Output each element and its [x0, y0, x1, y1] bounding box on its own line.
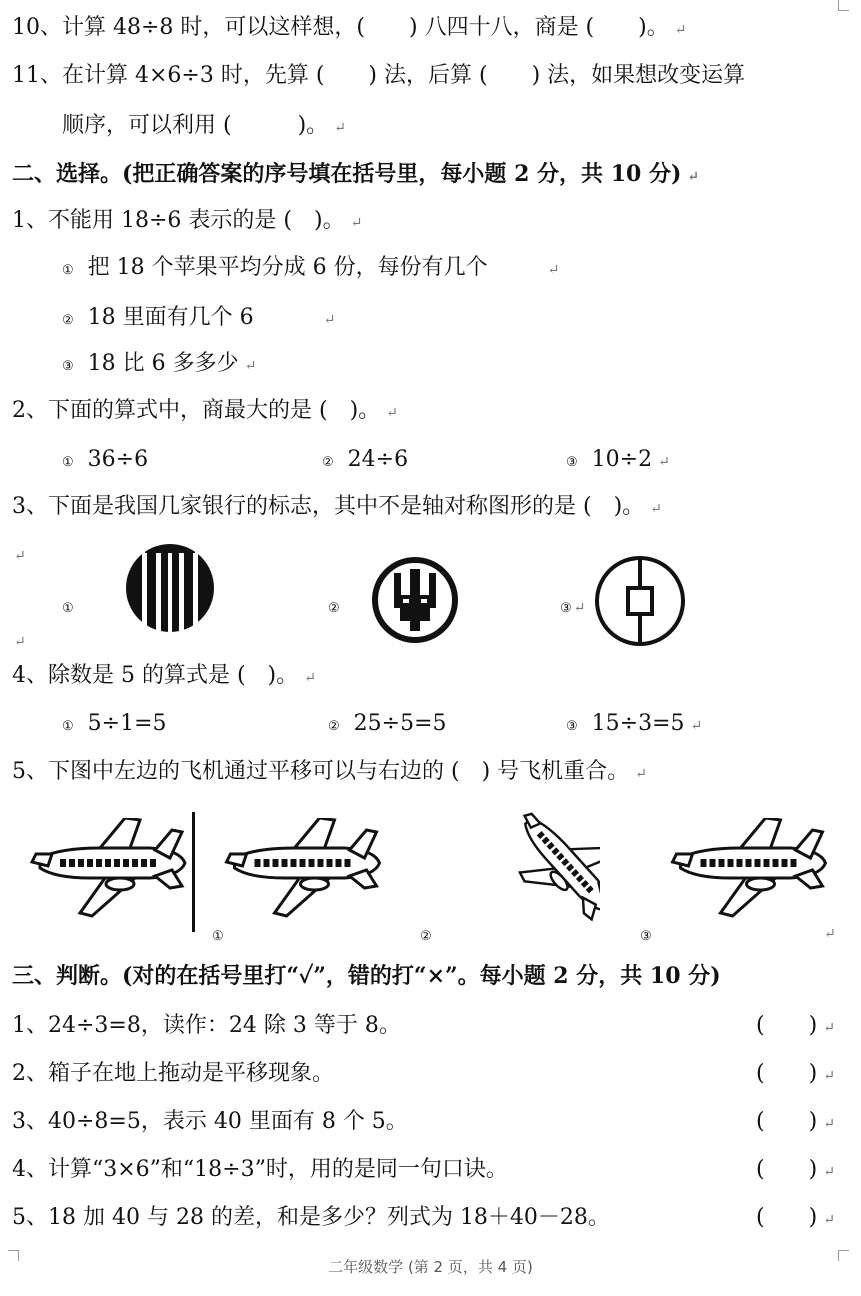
section-3-title: 三、判断。(对的在括号里打“✓”，错的打“×”。每小题 2 分，共 10 分) — [12, 963, 721, 989]
section-2-title: 二、选择。(把正确答案的序号填在括号里，每小题 2 分，共 10 分) ↵ — [12, 161, 700, 187]
q4-option-1: ① 5÷1=5 — [62, 711, 167, 736]
logo-label-1: ① — [62, 601, 74, 616]
corner-mark — [838, 0, 849, 11]
divider-line — [192, 812, 195, 932]
question-10: 10、计算 48÷8 时，可以这样想，( ) 八四十八，商是 ( )。 ↵ — [12, 15, 687, 40]
q4-option-3: ③ 15÷3=5 ↵ — [566, 711, 703, 736]
answer-bracket[interactable]: ( ) ↵ — [756, 1109, 835, 1134]
q2-option-3: ③ 10÷2 ↵ — [566, 447, 670, 472]
answer-bracket[interactable]: ( ) ↵ — [756, 1013, 835, 1038]
airplane-option-3-icon — [668, 818, 833, 928]
q1-option-1: ① 把 18 个苹果平均分成 6 份，每份有几个 ↵ — [62, 255, 560, 280]
question-11: 11、在计算 4×6÷3 时，先算 ( ) 法，后算 ( ) 法，如果想改变运算 — [12, 63, 746, 88]
bank-logo-abc-icon — [370, 555, 460, 645]
q1-option-3: ③ 18 比 6 多多少 ↵ — [62, 351, 257, 376]
judgment-5: 5、18 加 40 与 28 的差，和是多少？列式为 18＋40－28。 — [12, 1205, 610, 1230]
paragraph-mark: ↵ — [14, 548, 26, 564]
choice-question-2: 2、下面的算式中，商最大的是 ( )。 ↵ — [12, 398, 398, 423]
judgment-2: 2、箱子在地上拖动是平移现象。 — [12, 1061, 334, 1086]
q4-option-2: ② 25÷5=5 — [328, 711, 447, 736]
q2-option-2: ② 24÷6 — [322, 447, 409, 472]
choice-question-4: 4、除数是 5 的算式是 ( )。 ↵ — [12, 663, 316, 688]
choice-question-5: 5、下图中左边的飞机通过平移可以与右边的 ( ) 号飞机重合。 ↵ — [12, 759, 647, 784]
airplane-option-2-icon — [470, 812, 600, 942]
answer-bracket[interactable]: ( ) ↵ — [756, 1157, 835, 1182]
plane-label-2: ② — [420, 929, 432, 944]
paragraph-mark: ↵ — [14, 634, 26, 650]
judgment-4: 4、计算“3×6”和“18÷3”时，用的是同一句口诀。 — [12, 1157, 508, 1182]
airplane-option-1-icon — [222, 818, 387, 928]
logo-label-3: ③ ↵ — [560, 600, 586, 616]
choice-question-3: 3、下面是我国几家银行的标志，其中不是轴对称图形的是 ( )。 ↵ — [12, 494, 662, 519]
plane-label-1: ① — [212, 929, 224, 944]
bank-logo-citic-icon — [125, 543, 215, 633]
bank-logo-boc-icon — [592, 555, 688, 647]
answer-bracket[interactable]: ( ) ↵ — [756, 1205, 835, 1230]
plane-label-3: ③ — [640, 929, 652, 944]
q2-option-1: ① 36÷6 — [62, 447, 149, 472]
answer-bracket[interactable]: ( ) ↵ — [756, 1061, 835, 1086]
paragraph-mark: ↵ — [824, 926, 836, 942]
judgment-1: 1、24÷3=8，读作：24 除 3 等于 8。 — [12, 1013, 401, 1038]
question-11-continued: 顺序，可以利用 ( )。 ↵ — [62, 113, 346, 138]
logo-label-2: ② — [328, 601, 340, 616]
choice-question-1: 1、不能用 18÷6 表示的是 ( )。 ↵ — [12, 208, 363, 233]
judgment-3: 3、40÷8=5，表示 40 里面有 8 个 5。 — [12, 1109, 408, 1134]
q1-option-2: ② 18 里面有几个 6 ↵ — [62, 305, 336, 330]
page-footer: 二年级数学 (第 2 页，共 4 页) — [328, 1258, 533, 1276]
airplane-original-icon — [30, 818, 190, 928]
